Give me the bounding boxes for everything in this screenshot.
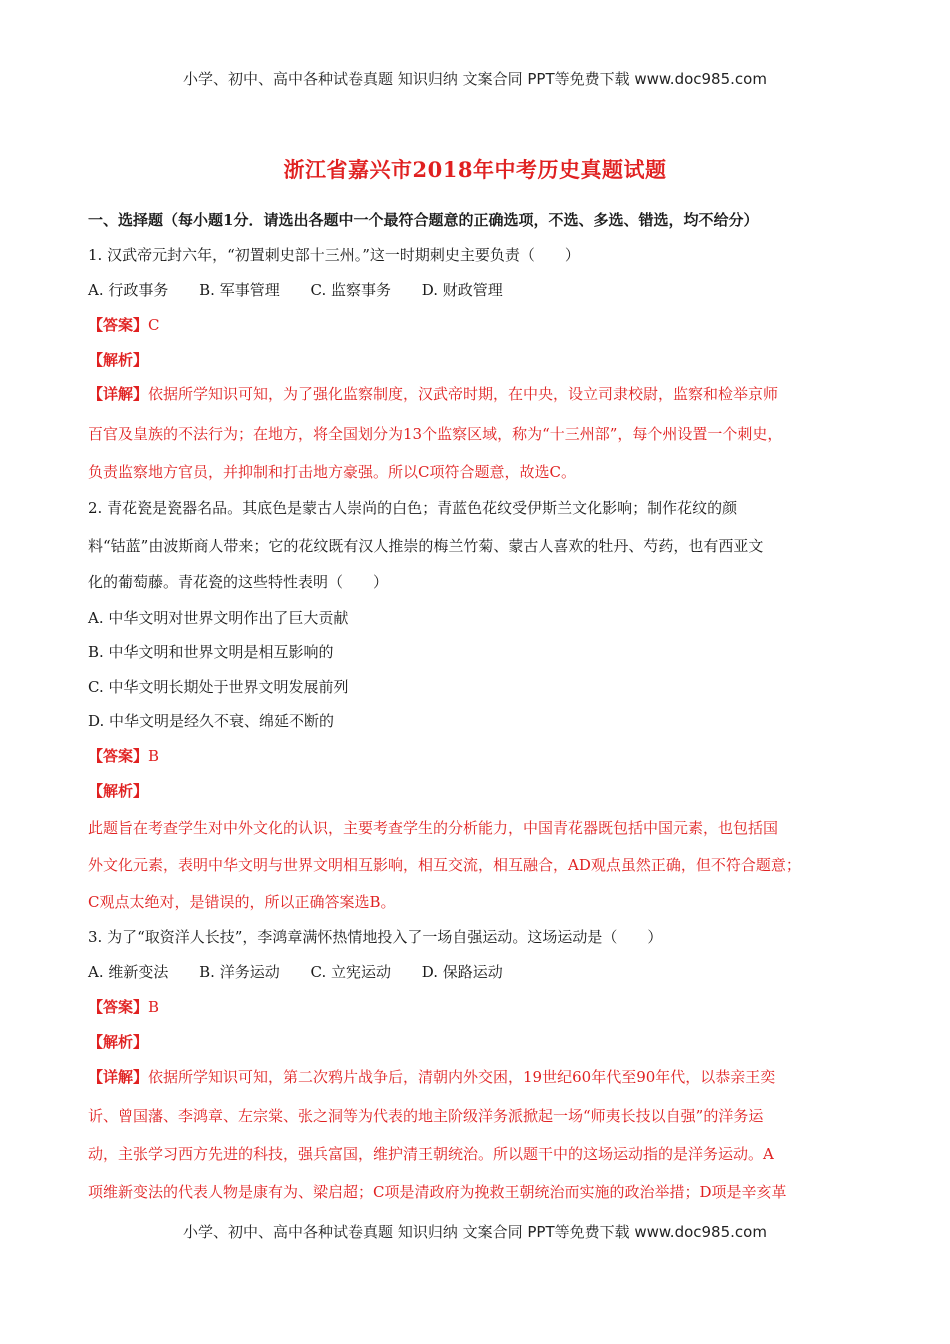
q3-detail-line-1	[88, 1067, 775, 1087]
q2-stem-line-2: 料“钴蓝”由波斯商人带来；它的花纹既有汉人推崇的梅兰竹菊、蒙古人喜欢的牡丹、芍药，也有西亚文	[88, 537, 764, 555]
q3-option-c: C. 立宪运动	[310, 963, 391, 981]
q2-analysis-line-3: C观点太绝对，是错误的，所以正确答案选B。	[88, 893, 396, 911]
q2-option-a: A. 中华文明对世界文明作出了巨大贡献	[88, 609, 349, 627]
q1-detail-line-3: 负责监察地方官员，并抑制和打击地方豪强。所以C项符合题意，故选C。	[88, 463, 576, 481]
answer-label: 【答案】	[88, 998, 149, 1016]
detail-label: 【详解】	[88, 1068, 149, 1086]
q1-analysis-label: 【解析】	[88, 351, 149, 369]
q3-detail-text-1: 依据所学知识可知，第二次鸦片战争后，清朝内外交困，19世纪60年代至90年代，以恭亲王奕	[148, 1068, 776, 1086]
q2-answer	[88, 746, 159, 766]
q3-option-d: D. 保路运动	[421, 963, 503, 981]
page-header: 小学、初中、高中各种试卷真题 知识归纳 文案合同 PPT等免费下载 www.doc985.com	[183, 70, 767, 88]
page-footer: 小学、初中、高中各种试卷真题 知识归纳 文案合同 PPT等免费下载 www.doc985.com	[183, 1223, 767, 1241]
q1-answer	[88, 315, 160, 335]
q3-detail-line-2: 䜣、曾国藩、李鸿章、左宗棠、张之洞等为代表的地主阶级洋务派掀起一场“师夷长技以自强”的洋务运	[88, 1107, 764, 1125]
q3-detail-line-4: 项维新变法的代表人物是康有为、梁启超；C项是清政府为挽救王朝统治而实施的政治举措；D项是辛亥革	[88, 1183, 787, 1201]
q3-option-b: B. 洋务运动	[199, 963, 280, 981]
q1-detail-line-1	[88, 384, 778, 404]
q2-analysis-label: 【解析】	[88, 782, 149, 800]
q1-detail-line-2: 百官及皇族的不法行为；在地方，将全国划分为13个监察区域，称为“十三州部”，每个州设置一个刺史，	[88, 425, 783, 443]
q2-answer-value: B	[148, 747, 160, 765]
q3-answer	[88, 997, 159, 1017]
q2-analysis-line-2: 外文化元素，表明中华文明与世界文明相互影响，相互交流，相互融合，AD观点虽然正确，但不符合题意；	[88, 856, 801, 874]
q3-detail-line-3: 动，主张学习西方先进的科技，强兵富国，维护清王朝统治。所以题干中的这场运动指的是洋务运动。A	[88, 1145, 774, 1163]
q1-option-c: C. 监察事务	[310, 281, 391, 299]
q1-option-a: A. 行政事务	[88, 281, 169, 299]
q2-option-b: B. 中华文明和世界文明是相互影响的	[88, 643, 334, 661]
q1-stem: 1. 汉武帝元封六年，“初置刺史部十三州。”这一时期刺史主要负责（ ）	[88, 246, 580, 264]
q2-stem-line-3: 化的葡萄藤。青花瓷的这些特性表明（ ）	[88, 573, 389, 591]
section-heading: 一、选择题（每小题1分．请选出各题中一个最符合题意的正确选项，不选、多选、错选，均不给分）	[88, 211, 759, 229]
q1-option-b: B. 军事管理	[199, 281, 280, 299]
answer-label: 【答案】	[88, 316, 149, 334]
q3-options	[88, 962, 529, 982]
detail-label: 【详解】	[88, 385, 149, 403]
q1-options	[88, 280, 529, 300]
q2-option-d: D. 中华文明是经久不衰、绵延不断的	[88, 712, 335, 730]
q1-option-d: D. 财政管理	[421, 281, 503, 299]
q2-stem-line-1: 2. 青花瓷是瓷器名品。其底色是蒙古人崇尚的白色；青蓝色花纹受伊斯兰文化影响；制作花纹的颜	[88, 499, 738, 517]
answer-label: 【答案】	[88, 747, 149, 765]
page-title: 浙江省嘉兴市2018年中考历史真题试题	[283, 157, 667, 182]
q3-option-a: A. 维新变法	[88, 963, 169, 981]
q3-analysis-label: 【解析】	[88, 1033, 149, 1051]
q3-answer-value: B	[148, 998, 160, 1016]
q2-analysis-line-1: 此题旨在考查学生对中外文化的认识，主要考查学生的分析能力，中国青花器既包括中国元素，也包括国	[88, 819, 779, 837]
q1-detail-text-1: 依据所学知识可知，为了强化监察制度，汉武帝时期，在中央，设立司隶校尉，监察和检举京师	[148, 385, 779, 403]
q1-answer-value: C	[148, 316, 160, 334]
q2-option-c: C. 中华文明长期处于世界文明发展前列	[88, 678, 349, 696]
q3-stem: 3. 为了“取资洋人长技”，李鸿章满怀热情地投入了一场自强运动。这场运动是（ ）	[88, 928, 663, 946]
